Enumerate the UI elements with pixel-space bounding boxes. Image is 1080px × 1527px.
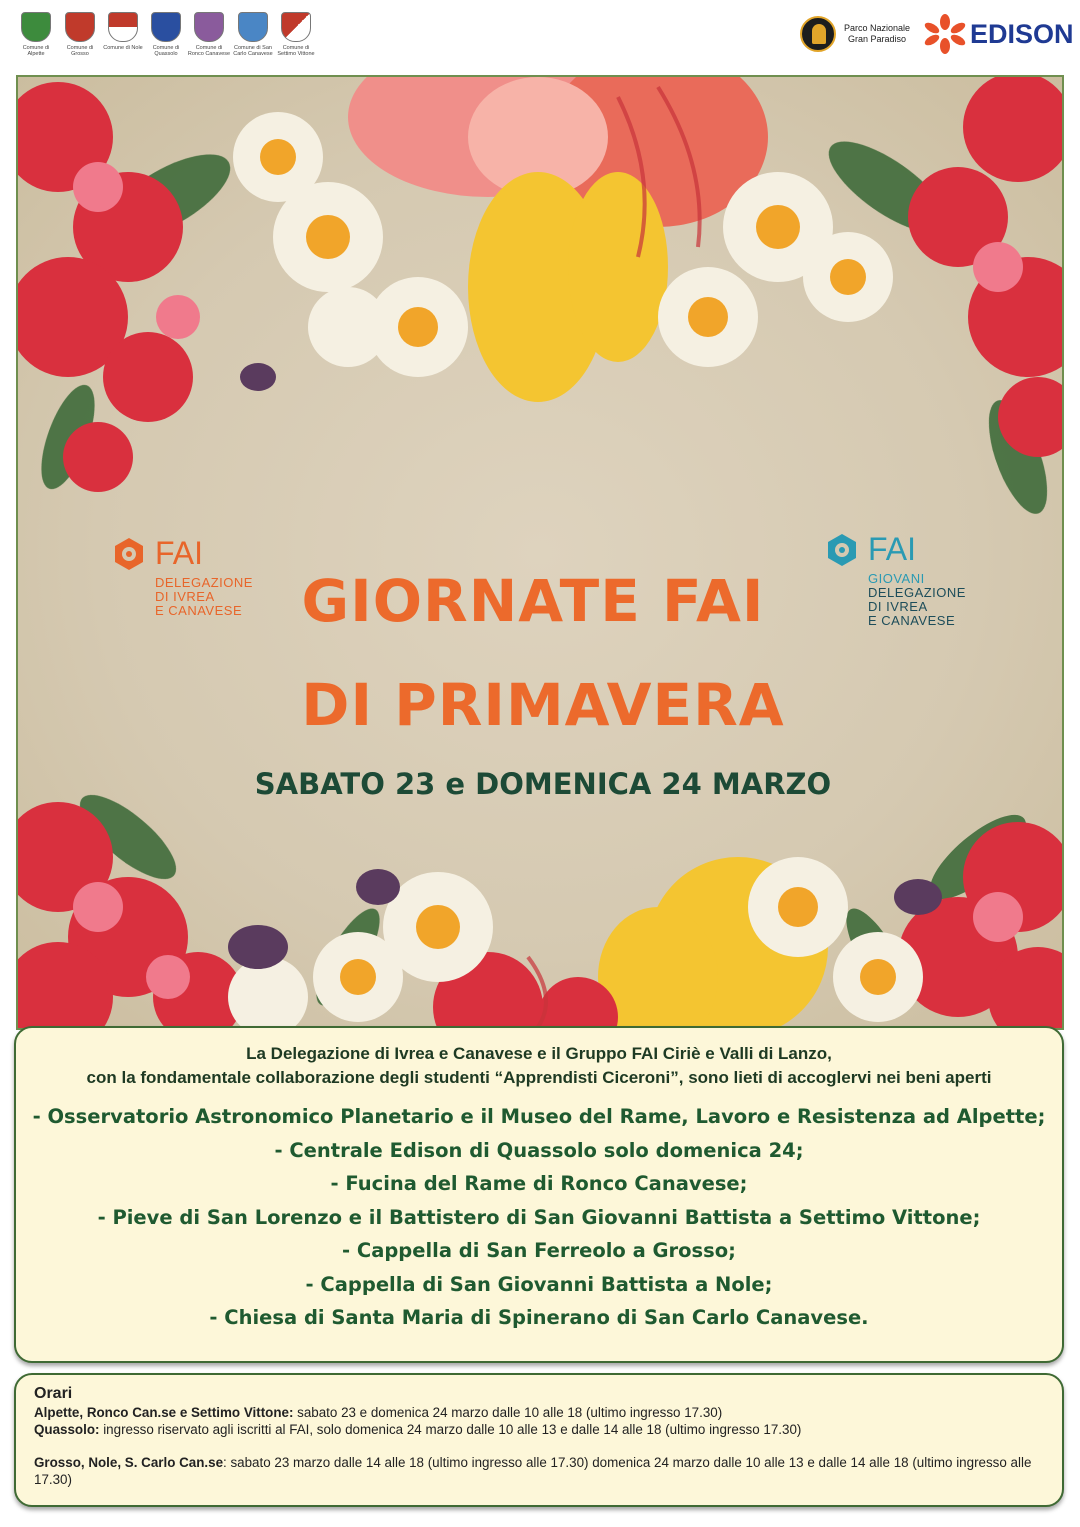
list-item: - Cappella di San Ferreolo a Grosso;	[342, 1239, 736, 1262]
edison-wordmark: EDISON	[970, 18, 1074, 49]
schedule-text: ingresso riservato agli iscritti al FAI, solo domenica 24 marzo dalle 10 alle 13 e dalle 14 alle 18 (ultimo ingresso 17.30)	[99, 1422, 802, 1437]
fai-sub-line: GIOVANI	[868, 571, 925, 586]
crest-quassolo-icon	[144, 12, 188, 57]
schedule-text: sabato 23 e domenica 24 marzo dalle 10 alle 18 (ultimo ingresso 17.30)	[293, 1405, 723, 1420]
crest-label: Comune di Nole	[103, 45, 143, 51]
fai-logo-icon	[111, 536, 147, 572]
crest-san-carlo-icon	[231, 12, 275, 57]
schedule-text: : sabato 23 marzo dalle 14 alle 18 (ultimo ingresso alle 17.30) domenica 24 marzo dalle 10 alle 13 e dalle 14 alle 18 (ultimo ingresso alle 17.30)	[34, 1455, 1032, 1487]
schedule-place: Grosso, Nole, S. Carlo Can.se	[34, 1455, 224, 1470]
intro-text	[16, 1042, 1062, 1090]
schedule-place: Alpette, Ronco Can.se e Settimo Vittone:	[34, 1405, 294, 1420]
open-sites-list	[16, 1100, 1062, 1335]
edison-logo	[924, 14, 1074, 54]
fai-giovani-logo	[824, 531, 966, 628]
schedule-row	[34, 1421, 1044, 1438]
fai-wordmark: FAI	[155, 535, 204, 571]
poster-title-line-1: GIORNATE FAI	[301, 567, 765, 635]
list-item: - Osservatorio Astronomico Planetario e il Museo del Rame, Lavoro e Resistenza ad Alpette;	[32, 1105, 1046, 1128]
schedule-place: Quassolo:	[34, 1422, 100, 1437]
poster-title-line-2: DI PRIMAVERA	[301, 671, 785, 739]
crest-label: Comune di Grosso	[66, 45, 94, 57]
crest-alpette-icon	[14, 12, 58, 57]
crest-label: Comune di Quassolo	[152, 45, 180, 57]
crest-grosso-icon	[58, 12, 102, 57]
fai-sub-line: DI IVREA	[868, 599, 928, 614]
list-item: - Chiesa di Santa Maria di Spinerano di San Carlo Canavese.	[209, 1306, 869, 1329]
poster-dates: SABATO 23 e DOMENICA 24 MARZO	[254, 767, 832, 801]
schedule-box	[14, 1373, 1064, 1507]
ibex-icon	[800, 16, 836, 52]
fai-sub-line: DELEGAZIONE	[155, 575, 253, 590]
schedule-row	[34, 1404, 1044, 1421]
open-sites-box	[14, 1026, 1064, 1363]
list-item: - Centrale Edison di Quassolo solo domenica 24;	[274, 1138, 804, 1162]
fai-giovani-text	[868, 572, 966, 628]
fai-logo-icon	[824, 532, 860, 568]
fai-sub-line: DI IVREA	[155, 589, 215, 604]
fai-delegation-text	[155, 576, 253, 618]
edison-flower-icon	[924, 14, 966, 54]
crest-label: Comune di San Carlo Canavese	[233, 45, 273, 57]
schedule-row	[34, 1454, 1044, 1488]
crest-label: Comune di Settimo Vittone	[277, 45, 315, 57]
poster-artwork	[16, 75, 1064, 1030]
crest-label: Comune di Alpette	[22, 45, 50, 57]
logo-strip	[0, 0, 1080, 72]
schedule-title: Orari	[34, 1385, 73, 1402]
fai-delegazione-logo	[111, 535, 253, 618]
fai-sub-line: DELEGAZIONE	[868, 585, 966, 600]
fai-wordmark: FAI	[868, 531, 917, 567]
crest-settimo-vittone-icon	[274, 12, 318, 57]
intro-line: con la fondamentale collaborazione degli studenti “Apprendisti Ciceroni”, sono lieti di accoglervi nei beni aperti	[86, 1068, 992, 1087]
list-item: - Pieve di San Lorenzo e il Battistero di San Giovanni Battista a Settimo Vittone;	[97, 1205, 981, 1229]
crest-label: Comune di Ronco Canavese	[187, 45, 231, 57]
fai-sub-line: E CANAVESE	[155, 603, 243, 618]
list-item: - Cappella di San Giovanni Battista a Nole;	[305, 1272, 773, 1296]
gran-paradiso-label: Parco Nazionale Gran Paradiso	[843, 23, 911, 44]
fai-sub-line: E CANAVESE	[868, 613, 956, 628]
intro-line: La Delegazione di Ivrea e Canavese e il Gruppo FAI Ciriè e Valli di Lanzo,	[246, 1044, 832, 1063]
list-item: - Fucina del Rame di Ronco Canavese;	[330, 1172, 748, 1195]
gran-paradiso-logo	[800, 16, 912, 52]
crest-nole-icon	[101, 12, 145, 51]
crest-ronco-icon	[187, 12, 231, 57]
